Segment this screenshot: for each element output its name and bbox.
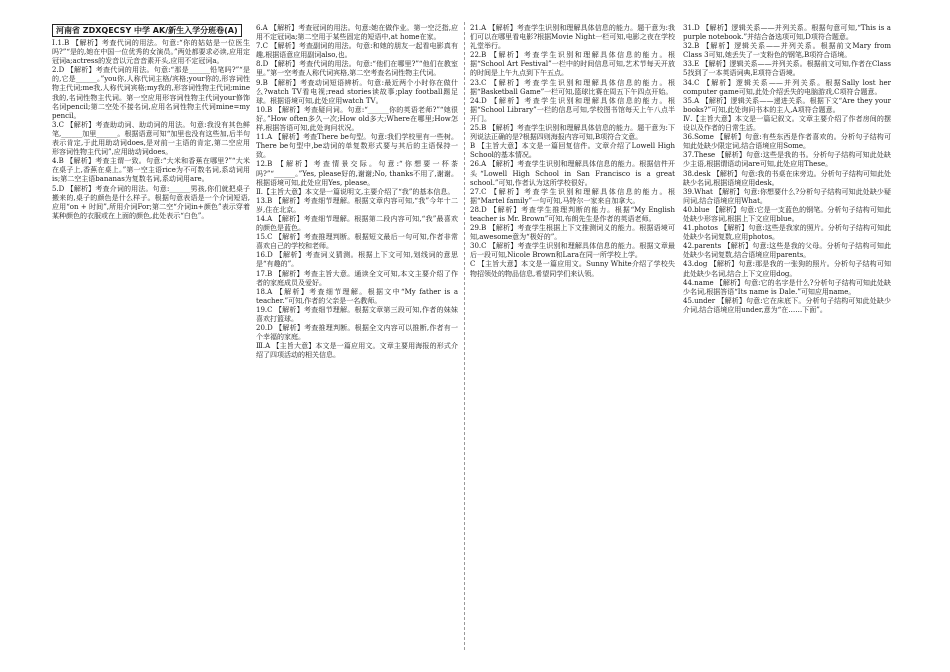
answer-paragraph: 31.D 【解析】逻辑关系——并列关系。根据句意可知,“This is a purple notebook.”并结合备选项可知,D项符合题意。: [683, 24, 891, 42]
answer-paragraph: 33.E 【解析】逻辑关系——并列关系。根据前文可知,作者在Class 5找到了一本英语词典,E项符合语境。: [683, 60, 891, 78]
answer-paragraph: 12.B 【解析】考查情景交际。句意:“你想要一杯茶吗?”“______。”Yes, please好的,谢谢;No, thanks不用了,谢谢。根据语境可知,此处应用Yes, please。: [256, 160, 458, 187]
answer-paragraph: 41.photos 【解析】句意:这些是我家的照片。分析句子结构可知此处缺少名词复数,应用photos。: [683, 224, 891, 242]
answer-paragraph: Ⅱ.【主旨大意】本文是一篇说明文,主要介绍了“我”的基本信息。: [256, 187, 455, 196]
answer-paragraph: 42.parents 【解析】句意:这些是我的父母。分析句子结构可知此处缺少名词复数,结合语境应用parents。: [683, 242, 891, 260]
answer-paragraph: 11.A 【解析】考查There be句型。句意:我们学校里有一些树。There be句型中,be动词的单复数形式要与其后的主语保持一致。: [256, 133, 458, 160]
answer-paragraph: 22.B 【解析】考查学生识别和理解具体信息的能力。根据“School Art Festival”一栏中的时间信息可知,艺术节每天开放的时间是上午九点到下午五点。: [470, 51, 675, 78]
answer-paragraph: 24.D 【解析】考查学生识别和理解具体信息的能力。根据“School Library”一栏的信息可知,学校图书馆每天上午八点半开门。: [470, 96, 675, 123]
answer-paragraph: Ⅳ.【主旨大意】本文是一篇记叙文。文章主要介绍了作者房间的摆设以及作者的日常生活。: [683, 114, 891, 133]
answer-paragraph: 8.D 【解析】考查代词的用法。句意:“他们在哪里?”“他们在教室里。”第一空考查人称代词宾格,第二空考查名词性物主代词。: [256, 60, 458, 78]
column-3-body: [470, 24, 675, 279]
answer-paragraph: B 【主旨大意】本文是一篇回复信件。文章介绍了Lowell High School的基本情况。: [470, 142, 675, 160]
answer-paragraph: 18.A 【解析】考查细节理解。根据文中“My father is a teacher.”可知,作者的父亲是一名教师。: [256, 287, 458, 305]
answer-paragraph: 13.B 【解析】考查细节理解。根据文章内容可知,“我”今年十二岁,住在北京。: [256, 196, 458, 214]
answer-paragraph: 20.D 【解析】考查推理判断。根据全文内容可以推断,作者有一个幸福的家庭。: [256, 324, 458, 342]
column-divider: [464, 22, 465, 650]
answer-paragraph: 25.B 【解析】考查学生识别和理解具体信息的能力。题干意为:下列说法正确的是?根据四则海报内容可知,B项符合文意。: [470, 124, 675, 142]
column-1-body: [52, 39, 250, 221]
column-3: [470, 24, 675, 279]
answer-paragraph: 40.blue 【解析】句意:它是一支蓝色的钢笔。分析句子结构可知此处缺少形容词,根据上下文应用blue。: [683, 205, 891, 223]
answer-paragraph: 38.desk 【解析】句意:我的书桌在床旁边。分析句子结构可知此处缺少名词,根据语境应用desk。: [683, 169, 891, 187]
answer-paragraph: 21.A 【解析】考查学生识别和理解具体信息的能力。题干意为:我们可以在哪里看电影?根据Movie Night一栏可知,电影之夜在学校礼堂举行。: [470, 24, 675, 51]
answer-paragraph: C 【主旨大意】本文是一篇应用文。Sunny White介绍了学校失物招领处的物品信息,希望同学们来认领。: [470, 260, 675, 278]
answer-paragraph: 9.B 【解析】考查动词短语辨析。句意:最近两个小时你在做什么?watch TV看电视;read stories读故事;play football踢足球。根据语境可知,此处应用watch TV。: [256, 78, 458, 105]
answer-paragraph: Ⅲ.A 【主旨大意】本文是一篇应用文。文章主要用海报的形式介绍了四项活动的相关信息。: [256, 342, 458, 360]
answer-paragraph: 2.D 【解析】考查代词的用法。句意:“那是______铅笔吗?”“是的,它是______。”you你,人称代词主格/宾格;your你的,形容词性物主代词;me我,人称代词宾格;my我的,形容词性物主代词;mine我的,名词性物主代词。第一空应用形容词性物主代词your修饰名词pencil;第二空处不接名词,应用名词性物主代词mine=my pencil。: [52, 66, 250, 120]
answer-paragraph: 45.under 【解析】句意:它在床底下。分析句子结构可知此处缺少介词,结合语境应用under,意为“在……下面”。: [683, 296, 891, 314]
answer-paragraph: 17.B 【解析】考查主旨大意。通读全文可知,本文主要介绍了作者的家庭成员及爱好。: [256, 269, 458, 287]
answer-paragraph: 43.dog 【解析】句意:那是我的一张狗的照片。分析句子结构可知此处缺少名词,结合上下文应用dog。: [683, 260, 891, 278]
answer-paragraph: 29.B 【解析】考查学生根据上下文推测词义的能力。根据语境可知,awesome意为“极好的”。: [470, 224, 675, 242]
answer-paragraph: 28.D 【解析】考查学生推理判断的能力。根据“My English teacher is Mr. Brown”可知,布朗先生是作者的英语老师。: [470, 205, 675, 223]
answer-paragraph: 37.These 【解析】句意:这些是我的书。分析句子结构可知此处缺少主语,根据谓语动词are可知,此处应用These。: [683, 151, 891, 169]
answer-paragraph: 3.C 【解析】考查助动词、助动词的用法。句意:我没有其色鲜笔,______加里______。根据语意可知“加里也没有这些加,后半句表示肯定,于此用助动词does,是对前一主语的肯定,第二空应用形容词性物主代词”,应用助动词does。: [52, 120, 250, 157]
answer-paragraph: 15.C 【解析】考查推理判断。根据短文最后一句可知,作者非常喜欢自己的学校和老师。: [256, 233, 458, 251]
answer-paragraph: 5.D 【解析】考查介词的用法。句意:______男孩,你们就把桌子搬来的,桌子的颜色是什么样子。根据句意表语是一个介词短语,应用“on + 时间”,所用介词For;第二空“介词in+颜色”表示穿着某种颜色的衣服或在上面的颜色,此处表示“白色”。: [52, 184, 250, 220]
answer-paragraph: 23.C 【解析】考查学生识别和理解具体信息的能力。根据“Basketball Game”一栏可知,篮球比赛在周五下午四点开始。: [470, 78, 675, 96]
answer-paragraph: 30.C 【解析】考查学生识别和理解具体信息的能力。根据文章最后一段可知,Nicole Brown和Lara在同一所学校上学。: [470, 242, 675, 260]
page-title: 河南省 ZDXQECSY 中学 AK/新生入学分班卷(A): [52, 24, 242, 37]
answer-paragraph: 36.Some 【解析】句意:有些东西是作者喜欢的。分析句子结构可知此处缺少限定词,结合语境应用Some。: [683, 133, 891, 151]
answer-paragraph: 14.A 【解析】考查细节理解。根据第二段内容可知,“我”最喜欢的颜色是蓝色。: [256, 214, 458, 233]
column-1: [52, 24, 250, 221]
column-4: [683, 24, 891, 315]
answer-paragraph: 26.A 【解析】考查学生识别和理解具体信息的能力。根据信件开头“Lowell High School in San Francisco is a great school.”可知,作者认为这所学校很好。: [470, 160, 675, 187]
column-4-body: [683, 24, 891, 315]
answer-paragraph: 7.C 【解析】考查副词的用法。句意:和她的朋友一起看电影真有趣,根据语意应用副词also,也。: [256, 42, 458, 60]
answer-paragraph: 4.B 【解析】考查主谓一致。句意:“大米和香蕉在哪里?”“大米在桌子上,香蕉在桌上。”第一空主语rice为不可数名词,系动词用is;第二空主语bananas为复数名词,系动词用are。: [52, 157, 250, 184]
column-2: [256, 24, 458, 360]
answer-paragraph: 19.C 【解析】考查细节理解。根据文章第三段可知,作者的妹妹喜欢打篮球。: [256, 305, 458, 323]
answer-paragraph: 39.What 【解析】句意:你想要什么?分析句子结构可知此处缺少疑问词,结合语境应用What。: [683, 187, 891, 205]
answer-paragraph: 10.B 【解析】考查疑问词。句意:“______你的英语老师?”“她很好。”How often多久一次;How old多大;Where在哪里;How怎样,根据答语可知,此处询问状况。: [256, 105, 458, 133]
answer-paragraph: 32.B 【解析】逻辑关系——并列关系。根据前文Mary from Class 3可知,她丢失了一支粉色的钢笔,B项符合语境。: [683, 42, 891, 60]
answer-paragraph: 16.D 【解析】考查词义猜测。根据上下文可知,划线词的意思是“有趣的”。: [256, 251, 458, 269]
answer-paragraph: Ⅰ.1.B 【解析】考查代词的用法。句意:“你的姑姑是一位医生吗?”“是的,她在中国一位优秀的女演员。”两处都要求必读,应用定冠词a;actress的发音以元音音素开头,应用不定冠词a。: [52, 39, 250, 66]
answer-paragraph: 6.A 【解析】考查冠词的用法。句意:她在做作业。第一空泛指,应用不定冠词a;第二空用于某些固定的短语中,at home在家。: [256, 24, 458, 42]
answer-paragraph: 44.name 【解析】句意:它的名字是什么?分析句子结构可知此处缺少名词,根据答语“Its name is Dale.”可知应用name。: [683, 278, 891, 296]
answer-paragraph: 35.A 【解析】逻辑关系——递进关系。根据下文“Are they your books?”可知,此处询问书本的主人,A项符合题意。: [683, 96, 891, 114]
answer-paragraph: 34.C 【解析】逻辑关系——并列关系。根据Sally lost her computer game可知,此处介绍丢失的电脑游戏,C项符合题意。: [683, 78, 891, 96]
column-2-body: [256, 24, 458, 360]
answer-paragraph: 27.C 【解析】考查学生识别和理解具体信息的能力。根据“Martel family”一句可知,马特尔一家来自加拿大。: [470, 187, 675, 205]
